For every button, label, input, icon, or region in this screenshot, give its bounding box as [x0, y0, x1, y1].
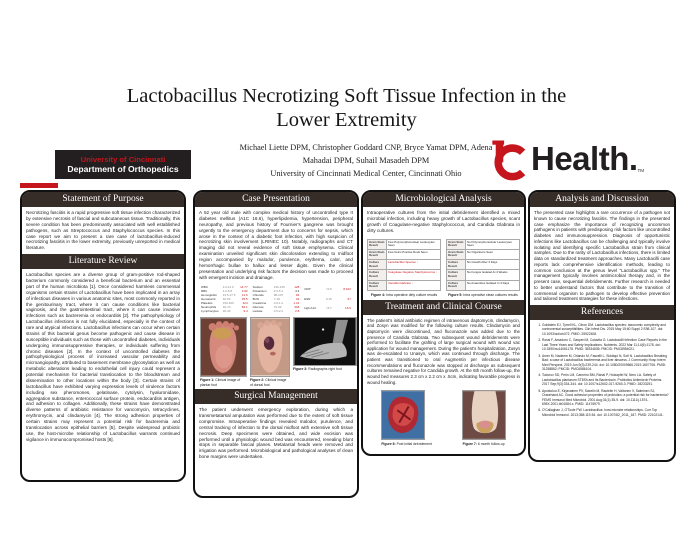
- culture-captions-row: [363, 291, 524, 300]
- dirty-cultures-table: Gram Stain Result Few Polymorphonuclear Leukocytes Seen Gram Stain Result Few Gram Positive Rods Seen Culture Result Lactobacillus Species ↑ Culture Result Coagulase Negative Staphylococcus ↑ Culture Result Candida Glabrata ↑: [367, 239, 441, 291]
- treatment-course-text: The patient's initial antibiotic regimen of intravenous daptomycin, clindamycin, and Zosyn was modified for the following culture results. Clindamycin and daptomycin were discontinued, and fluconazole was added due to the presence of Candida Glabrata. Two subsequent wound debridements were performed to facilitate the grafting of large surgical wound with wound vac application for wound management. During the patient's hospitalization, Zosyn was de-escalated to Unasyn, which was continued through discharge. The patient was transitioned to oral Augmentin per infectious disease recommendations and fluconazole was stopped at discharge as subsequent cultures remained negative for Candida growth. At the 6th month follow-up, the wound bed measures 2.3 cm x 2.2 cm x .5cm, indicating favorable progress in wound healing.: [367, 317, 520, 385]
- figure-3: [293, 317, 357, 372]
- surgical-management-header: Surgical Management: [195, 389, 357, 404]
- post-debridement-photo: [381, 390, 425, 440]
- column-statement-literature: [20, 190, 186, 482]
- health-wordmark: Health.: [531, 140, 638, 177]
- figure-2-caption: Figure 2: Clinical image of dorsal foot: [250, 378, 287, 387]
- reference-item: 6. O'Callaghan J, O'Toole PW. Lactobacillus: host-microbe relationships. Curr Top Microbiol Immunol. 2013;358:119-54. doi: 10.1007/82_2011_187. PMID: 22102141.: [542, 408, 670, 417]
- dorsal-foot-photo: [250, 317, 290, 377]
- literature-review-text: Lactobacillus species are a diverse group of gram-positive rod-shaped bacterium commonly considered a beneficial bacterium and an essential part of the human microbiota [1]. Once considered harmless commensal organisms certain strains of Lactobacillus have been implicated in an array of infectious diseases in various anatomic sites, most commonly reported in the genitourinary tract, where it can cause conditions like bacterial vaginosis, and the gastrointestinal tract, where it can cause invasive infections such as bacteremia or endocarditis [2]. The pathophysiology of Lactobacillus infections is not fully elucidated, especially in the context of rare and atypical infections. Lactobacillus infections can occur when certain strains of this bacterial genus become pathogenic and cause disease in susceptible individuals such as those with uncontrolled diabetes, individuals undergoing immunosuppressive therapies, or individuals suffering from chronic diseases [2]. In the context of uncontrolled diabetes the pathophysiological process of increased vascular permeability and microangiopathy, attributed to basement membrane glycosylation as well as metabolic alterations leading to endothelial cell injury could represent a potential mechanism for bacterial translocation to the bloodstream and dissemination to other locations within the body [3]. Certain strains of lactobacillus have exhibited varying expression levels of virulence factors including sex pheromones, gelatinase, cytolysin, hyaluronidase, aggregation substance, enterococcal surface protein, endocarditis antigen, and adhesion to collagen. Additionally, these strains have demonstrated diverse patterns of antibiotic resistance for vancomycin, tetracyclines, erythromycin, and clindamycin [4]. The strong adhesion properties of certain strains may represent a potential risk for bacteremia and translocation across epithelial barriers [5]. Despite widespread probiotic use, the host-microbe relationship of Lactobacillus warrants continued vigilance in immunocompromised hosts [6].: [26, 272, 180, 442]
- xray-foot-image: [293, 317, 357, 366]
- reference-item: 3. Amer M, Nadeem M, Orlando M, Fascelli L, Siddiqui N, Sofi N. Lactobacillus Breaking Bad: a case of Lactobacillus bacteremia and liver abscess. J Community Hosp Intern Med Perspect. 2019 Jun;9(3):239-244. doi: 10.1080/20009666.2019.1607706. PMID: 31258862; PMCID: PMC6586104.: [542, 354, 670, 372]
- analysis-discussion-text: The presented case highlights a rare occurrence of a pathogen not known to cause necrotizing fasciitis. The findings in the presented case emphasize the importance of recognizing uncommon pathogens in patients with predisposing risk factors like uncontrolled diabetes and immunosuppression. Diagnosis of opportunistic infections like Lactobacillus can be challenging and typically involve isolating and identifying specific Lactobacillus strain from clinical samples. Due to the rarity of Lactobacillus infections, there is limited data on standardized treatment approaches. Many Lactobacilli case reports lack comprehensive identification methods, leading to common conclusion at the genus level “Lactobacillus spp.” The management typically involves antimicrobial therapy and, in the present case, sequential debridements. Further research is needed to better understand factors that contribute to the transition of commensal organism to pathogen to develop effective prevention and tailored treatment strategies for these infections.: [534, 210, 670, 302]
- microbiological-analysis-text: Intraoperative cultures from the initial debridement identified a mixed microbial infection, including heavy growth of Lactobacillus species, scant growth of Coagulase-negative Staphylococcus, and Candida Glabrata in dirty cultures.: [367, 210, 520, 233]
- references-list: [530, 320, 674, 422]
- case-presentation-text: A 52 year old male with complex medical history of uncontrolled type II diabetes mellitus (A1C 16.6), hyperlipidemia, hypertension, peripheral neuropathy, and previous history of Fournier's gangrene was brought urgently to the emergency department due to concerns for sepsis, which arose in the context of a diabetic foot infection, with high suspicion of necrotizing skin involvement (LRINEC 10). Notably, radiographs and CT imaging did not reveal evidence of soft tissue emphysema. Clinical examination unveiled significant skin discoloration extending to midfoot region accompanied by malodor, purulence, erythema, calor, and hemorrhagic bullae to hallux and lesser digits. Given the clinical presentation and underlying risk factors the decision was made to proceed with emergent incision and drainage.: [199, 210, 353, 280]
- labs-group-bmp: Sodium 136-145 128 Potassium 3.5-5.1 4.3 Chloride 98-107 94 BUN 7-18 32 Creatinine 0.6-1.2 1.41 Glucose 70-99 346 Lactate 0.5-2.2 2.8: [252, 284, 300, 313]
- analysis-discussion-header: Analysis and Discussion: [530, 192, 674, 207]
- column-analysis-references: [528, 190, 676, 462]
- poster-title-line2: Lower Extremity: [276, 109, 417, 132]
- figure-5-caption: Figure 5: Intra operative clean cultures results: [448, 293, 518, 298]
- authors-line2: Mahadai DPM, Suhail Masadeh DPM: [302, 155, 430, 165]
- authors-line3: University of Cincinnati Medical Center, Cincinnati Ohio: [270, 168, 462, 178]
- poster-title: [0, 84, 693, 132]
- follow-up-photo: [462, 390, 506, 440]
- figure-1: [200, 317, 247, 387]
- treatment-figures-row: [363, 388, 524, 448]
- affiliation-university: University of Cincinnati: [80, 155, 166, 164]
- uc-health-logo: [489, 138, 644, 185]
- poster-title-line1: Lactobacillus Necrotizing Soft Tissue Infection in the: [126, 85, 567, 107]
- case-figures-row: [195, 315, 357, 389]
- literature-review-header: Literature Review: [22, 254, 184, 269]
- clean-cultures-table: Gram Stain Result No Polymorphonuclear Leukocytes Seen Gram Stain Result No Organisms Seen Culture Result No Growth After 3 Days Culture Result No Fungus Isolated At 4 Weeks Culture Result No Anaerobes Isolated In 3 Days: [446, 239, 520, 291]
- reference-item: 2. Rossi F, Amadoro C, Gasperi M, Colavita G. Lactobacilli Infection Case Reports in the Last Three Years and Safety Implications. Nutrients. 2022 Mar 11;14(6):1178. doi: 10.3390/nu14061178. PMID: 35334835; PMCID: PMC8954021.: [542, 338, 670, 351]
- figure-4-caption: Figure 4: Intra operative dirty culture results: [370, 293, 438, 298]
- figure-7: [462, 390, 506, 446]
- column-micro-treatment: [361, 190, 526, 456]
- figure-3-caption: Figure 3: Radiographs right foot: [293, 367, 342, 372]
- red-accent-bar: [20, 183, 58, 188]
- statement-of-purpose-header: Statement of Purpose: [22, 192, 184, 207]
- affiliation-department: Department of Orthopedics: [67, 164, 179, 174]
- admission-labs-table: [195, 284, 357, 315]
- microbiological-analysis-header: Microbiological Analysis: [363, 192, 524, 207]
- statement-of-purpose-text: Necrotizing fasciitis is a rapid progressive soft tissue infection characterized by extensive necrosis of fascial and subcutaneous tissue. Traditionally, this severe condition has been predominantly associated with well established pathogens, such as Streptococcus and Staphylococcus species. In this case report we aim to present a rare case of lactobacillus-induced necrotizing fasciitis in the lower extremity, previously unreported in medical literature.: [26, 210, 180, 251]
- trademark-symbol: TM: [637, 168, 645, 173]
- plantar-foot-photo: [200, 317, 247, 377]
- authors-line1: Michael Liette DPM, Christopher Goddard CNP, Bryce Yamat DPM, Adena: [239, 143, 493, 152]
- figure-1-caption: Figure 1: Clinical image of plantar foot: [200, 378, 241, 387]
- reference-item: 1. Goldstein EJ, Tyrrell KL, Citron DM. Lactobacillus species: taxonomic complexity and controversial susceptibilities. Clin Infect Dis. 2015 May 15;60 Suppl 2:S98-107. doi: 10.1093/cid/civ072. PMID: 25922408.: [542, 323, 670, 336]
- affiliation-box: [55, 150, 191, 179]
- reference-item: 4. Todorov SD, Perin LM, Carneiro BM, Rahal P, Holzapfel W, Nero LA. Safety of Lactobacillus plantarum ST8Sh and Its Bacteriocin. Probiotics Antimicrob Proteins. 2017 Sep;9(3):334-344. doi: 10.1007/s12602-017-9260-3. PMID: 28233251.: [542, 373, 670, 386]
- column-case-surgical: [193, 190, 359, 498]
- reference-item: 5. Apostolou E, Kirjavainen PV, Saxelin M, Rautelin H, Valtonen V, Salminen SJ, Ouwehand AC. Good adhesion properties of probiotics: a potential risk for bacteremia? FEMS Immunol Med Microbiol. 2001 Aug;31(1):35-9. doi: 10.1111/j.1574-695X.2001.tb01584.x. PMID: 11476979.: [542, 389, 670, 407]
- figure-6-caption: Figure 6: Post initial debridement: [381, 441, 432, 446]
- figure-6: [381, 390, 432, 446]
- culture-tables-row: [363, 237, 524, 291]
- surgical-management-text: The patient underwent emergency exploration, during which a transmetatarsal amputation was performed due to the extent of soft tissue compromise. Intraoperative findings revealed malodor, purulence, and central tracking of infection to the dorsal midfoot with extensive soft tissue necrosis. Deep specimens were obtained, and wide excision was performed until a physiologic wound bed was encountered, revealing blunt stops in separable fascial planes. Metatarsal heads were removed and irrigation was performed. Microbiological and pathological analyses of clean bone margins were undertaken.: [199, 407, 353, 460]
- labs-group-cbc: WBC 4.0-11.0 14.77 RBC 4.2-5.8 3.92 Hemoglobin 13.5-17.5 11.6 Hematocrit 40-52 35.5 Platelets 150-400 424 Neutrophils 40-70 82.1 Lymphocytes 20-40 9.4: [201, 284, 248, 313]
- author-block: [216, 142, 516, 181]
- treatment-course-header: Treatment and Clinical Course: [363, 300, 524, 315]
- references-header: References: [530, 305, 674, 320]
- figure-2: [250, 317, 290, 387]
- uc-monogram-icon: [489, 138, 531, 185]
- case-presentation-header: Case Presentation: [195, 192, 357, 207]
- labs-group-inflammatory: CRP <0.5 8.162 ESR 0-15 67 Hgb A1C <5.7 16.6: [304, 287, 351, 311]
- figure-7-caption: Figure 7: 6 month follow-up: [462, 441, 505, 446]
